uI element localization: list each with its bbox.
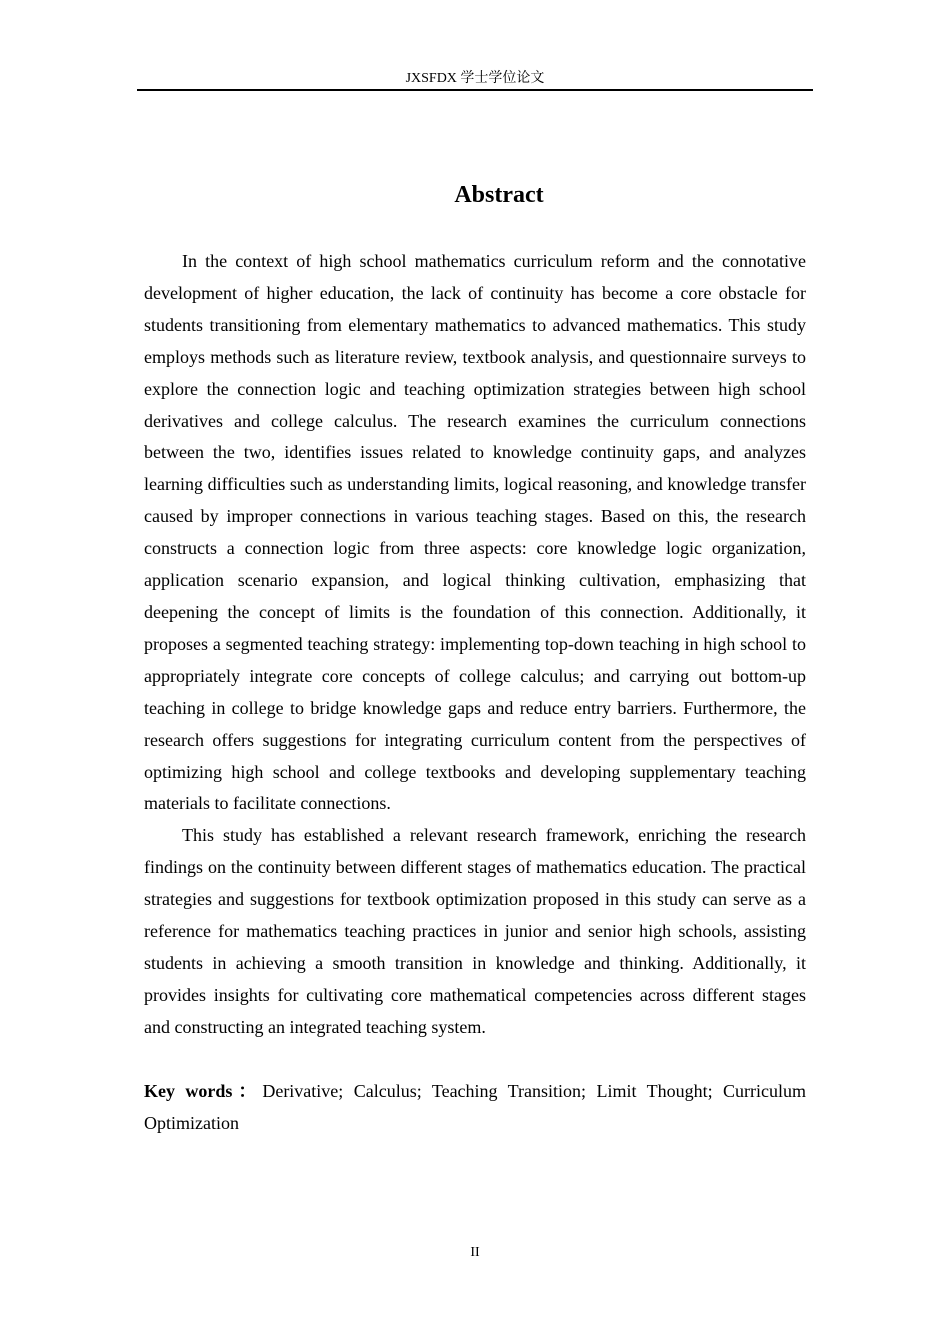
- page-number: II: [470, 1245, 480, 1260]
- keywords-text: Derivative; Calculus; Teaching Transition; Limit Thought; Curriculum Optimization: [144, 1081, 806, 1133]
- keywords-label: Key words：: [144, 1081, 263, 1101]
- abstract-body: [144, 246, 806, 1044]
- keywords: [144, 1076, 806, 1140]
- page-title: Abstract: [454, 182, 544, 208]
- abstract-paragraph-2: This study has established a relevant research framework, enriching the research findings on the continuity between different stages of mathematics education. The practical strategies and suggestions for textbook optimization proposed in this study can serve as a reference for mathematics teaching practices in junior and senior high schools, assisting students in achieving a smooth transition in knowledge and thinking. Additionally, it provides insights for cultivating core mathematical competencies across different stages and constructing an integrated teaching system.: [144, 825, 806, 1037]
- header-rule: [137, 89, 813, 91]
- abstract-paragraph-1: In the context of high school mathematics curriculum reform and the connotative development of higher education, the lack of continuity has become a core obstacle for students transitioning from elementary mathematics to advanced mathematics. This study employs methods such as literature review, textbook analysis, and questionnaire surveys to explore the connection logic and teaching optimization strategies between high school derivatives and college calculus. The research examines the curriculum connections between the two, identifies issues related to knowledge continuity gaps, and analyzes learning difficulties such as understanding limits, logical reasoning, and knowledge transfer caused by improper connections in various teaching stages. Based on this, the research constructs a connection logic from three aspects: core knowledge logic organization, application scenario expansion, and logical thinking cultivation, emphasizing that deepening the concept of limits is the foundation of this connection. Additionally, it proposes a segmented teaching strategy: implementing top-down teaching in high school to appropriately integrate core concepts of college calculus; and carrying out bottom-up teaching in college to bridge knowledge gaps and reduce entry barriers. Furthermore, the research offers suggestions for integrating curriculum content from the perspectives of optimizing high school and college textbooks and developing supplementary teaching materials to facilitate connections.: [144, 251, 806, 814]
- running-header: JXSFDX 学士学位论文: [405, 71, 545, 86]
